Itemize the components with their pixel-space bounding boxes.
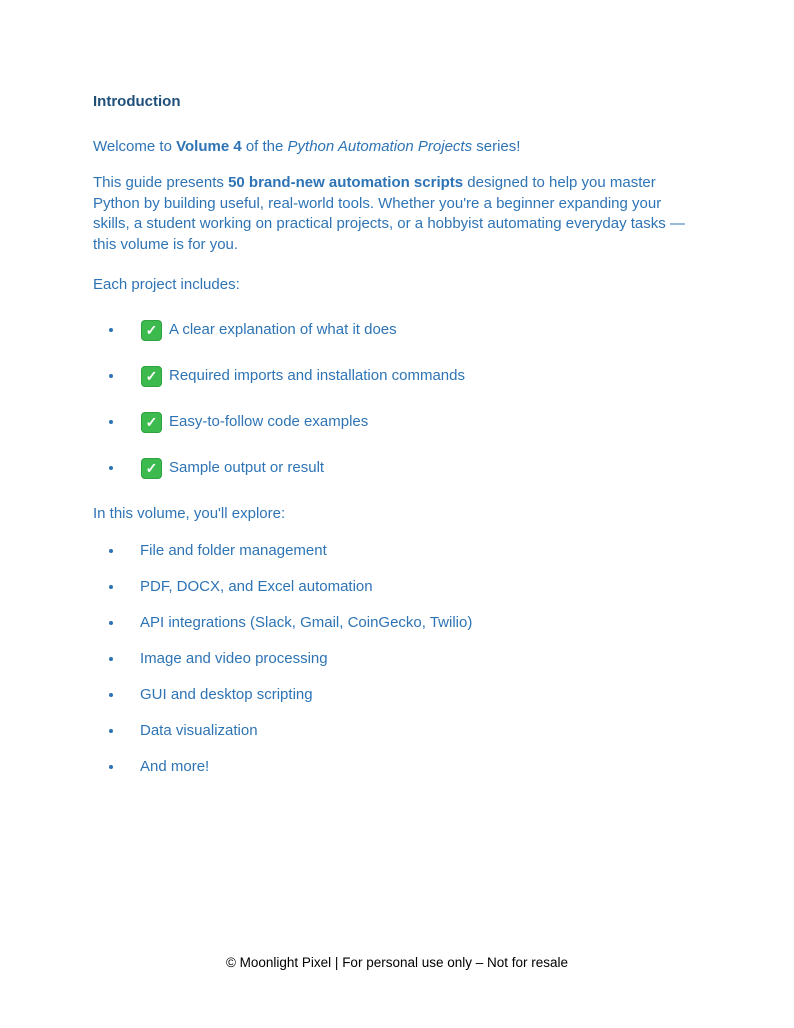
- welcome-paragraph: [93, 137, 687, 158]
- list-item-label: API integrations (Slack, Gmail, CoinGecko, Twilio): [140, 614, 473, 631]
- list-item-label: Image and video processing: [140, 650, 328, 667]
- list-item: [93, 613, 687, 634]
- list-item-label: Sample output or result: [169, 458, 325, 476]
- bullet-icon: [109, 549, 113, 553]
- bullet-icon: [109, 328, 113, 332]
- guide-text-post: designed to help you master Python by building useful, real-world tools. Whether you're a beginner expanding your skills, a student working on practical projects, or a hobbyist automating everyday tasks — this volume is for you.: [93, 174, 685, 253]
- list-item-label: GUI and desktop scripting: [140, 686, 313, 703]
- bullet-icon: [109, 765, 113, 769]
- welcome-text-italic: Python Automation Projects: [287, 137, 473, 155]
- list-item: [93, 541, 687, 562]
- guide-text-pre: This guide presents: [93, 174, 229, 191]
- page-content: [93, 92, 687, 793]
- list-item-label: Required imports and installation commands: [169, 366, 465, 384]
- list-item-label: And more!: [140, 758, 210, 775]
- section-heading: Introduction: [93, 93, 181, 110]
- list-item-label: PDF, DOCX, and Excel automation: [140, 578, 373, 595]
- guide-paragraph: [93, 173, 687, 255]
- list-item: [93, 721, 687, 742]
- explore-list: [93, 541, 687, 778]
- explore-label: In this volume, you'll explore:: [93, 504, 286, 522]
- list-item: [93, 320, 687, 341]
- check-mark-icon: ✓: [141, 320, 162, 341]
- check-mark-icon: ✓: [141, 366, 162, 387]
- list-item-label: Easy-to-follow code examples: [169, 412, 369, 430]
- bullet-icon: [109, 621, 113, 625]
- list-item: [93, 366, 687, 387]
- list-item: [93, 458, 687, 479]
- includes-list: [93, 320, 687, 479]
- check-mark-icon: ✓: [141, 412, 162, 433]
- includes-label: Each project includes:: [93, 276, 240, 293]
- welcome-text-pre: Welcome to: [93, 137, 177, 155]
- list-item: [93, 412, 687, 433]
- list-item: [93, 757, 687, 778]
- bullet-icon: [109, 420, 113, 424]
- guide-text-bold: 50 brand-new automation scripts: [228, 174, 464, 191]
- bullet-icon: [109, 657, 113, 661]
- check-mark-icon: ✓: [141, 458, 162, 479]
- bullet-icon: [109, 729, 113, 733]
- bullet-icon: [109, 374, 113, 378]
- list-item: [93, 577, 687, 598]
- welcome-text-post: series!: [472, 137, 521, 155]
- bullet-icon: [109, 693, 113, 697]
- bullet-icon: [109, 585, 113, 589]
- list-item: [93, 649, 687, 670]
- list-item-label: A clear explanation of what it does: [169, 320, 397, 338]
- list-item: [93, 685, 687, 706]
- list-item-label: File and folder management: [140, 542, 327, 559]
- welcome-text-bold: Volume 4: [176, 137, 242, 155]
- welcome-text-mid: of the: [241, 137, 288, 155]
- page-footer: © Moonlight Pixel | For personal use only – Not for resale: [225, 955, 569, 970]
- bullet-icon: [109, 466, 113, 470]
- list-item-label: Data visualization: [140, 722, 258, 739]
